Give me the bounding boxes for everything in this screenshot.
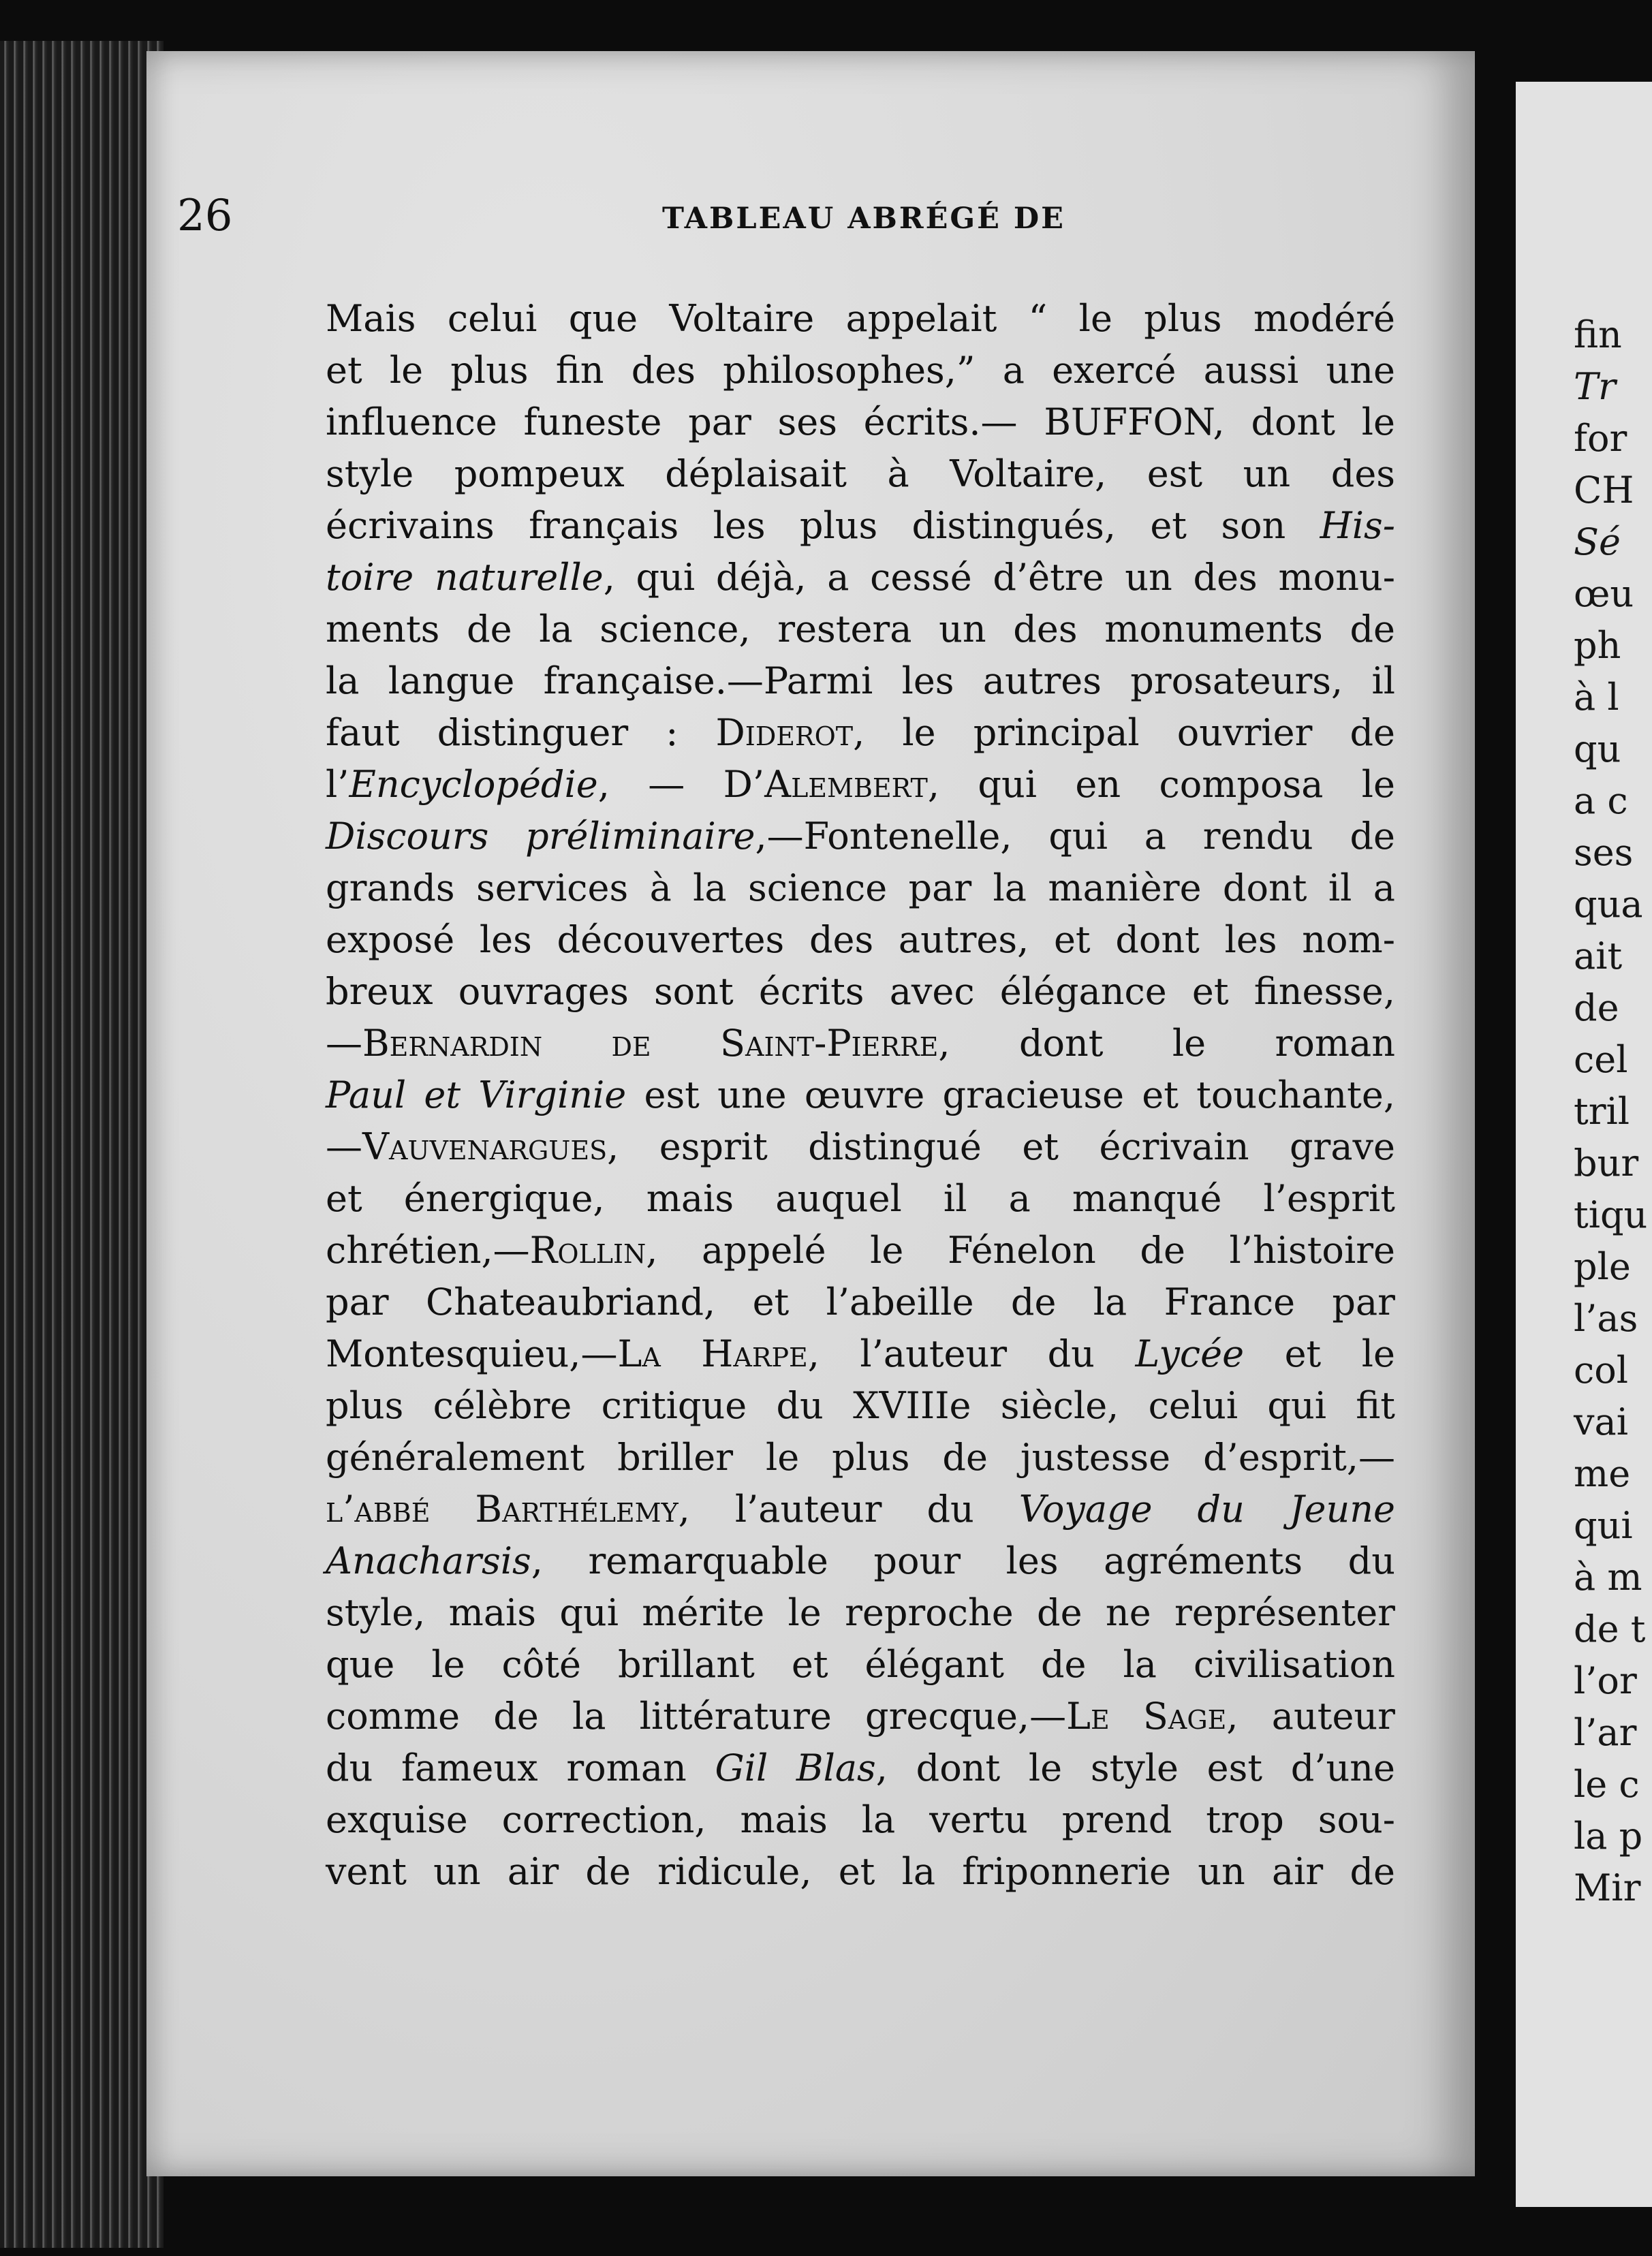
text-segment: comme de la littérature grecque,— bbox=[326, 1695, 1067, 1738]
text-line bbox=[326, 1276, 1395, 1328]
text-segment: , appelé le Fénelon de l’histoire bbox=[646, 1229, 1395, 1272]
text-segment: — bbox=[326, 1022, 362, 1065]
text-line bbox=[326, 1846, 1395, 1898]
text-segment: toire naturelle bbox=[326, 556, 604, 599]
text-line bbox=[326, 396, 1395, 448]
text-segment: Le Sage bbox=[1066, 1695, 1227, 1738]
text-segment: écrivains français les plus distingués, et son bbox=[326, 504, 1320, 547]
facing-page-fragment: qu bbox=[1574, 727, 1621, 770]
text-segment: par Chateaubriand, et l’abeille de la France par bbox=[326, 1281, 1395, 1323]
text-segment: vent un air de ridicule, et la friponnerie un air de bbox=[326, 1850, 1395, 1893]
text-line bbox=[326, 552, 1395, 604]
text-segment: grands services à la science par la manière dont il a bbox=[326, 866, 1395, 909]
facing-page-fragment: l’ar bbox=[1574, 1711, 1637, 1754]
text-line bbox=[326, 1639, 1395, 1691]
text-segment: influence funeste par ses écrits.— BUFFON, dont le bbox=[326, 401, 1395, 443]
text-segment: est une œuvre gracieuse et touchante, bbox=[626, 1074, 1395, 1116]
text-segment: que le côté brillant et élégant de la civilisation bbox=[326, 1643, 1395, 1686]
text-segment: , dont le style est d’une bbox=[875, 1746, 1395, 1789]
facing-page-fragment: ple bbox=[1574, 1245, 1631, 1288]
text-line bbox=[326, 604, 1395, 655]
text-line bbox=[326, 655, 1395, 707]
text-line bbox=[326, 1018, 1395, 1069]
facing-page-fragment: a c bbox=[1574, 779, 1628, 822]
facing-page-fragment: col bbox=[1574, 1349, 1629, 1392]
book-binding bbox=[0, 41, 163, 2248]
text-segment: ,—Fontenelle, qui a rendu de bbox=[755, 815, 1395, 858]
facing-page-fragment: CH bbox=[1574, 469, 1634, 512]
text-segment: Rollin bbox=[529, 1229, 646, 1272]
text-segment: style, mais qui mérite le reproche de ne représenter bbox=[326, 1591, 1395, 1634]
text-line bbox=[326, 345, 1395, 396]
text-segment: et énergique, mais auquel il a manqué l’esprit bbox=[326, 1177, 1395, 1220]
facing-page-fragment: tiqu bbox=[1574, 1193, 1648, 1236]
facing-page-fragment: fin bbox=[1574, 313, 1622, 356]
text-segment: , l’auteur du bbox=[807, 1332, 1136, 1375]
facing-page-fragment: Mir bbox=[1574, 1866, 1641, 1909]
facing-page-fragment: bur bbox=[1574, 1142, 1639, 1185]
text-segment: et le plus fin des philosophes,” a exercé aussi une bbox=[326, 349, 1395, 392]
text-segment: plus célèbre critique du XVIIIe siècle, celui qui fit bbox=[326, 1384, 1395, 1427]
text-line bbox=[326, 1173, 1395, 1225]
facing-page-edge bbox=[1516, 82, 1652, 2207]
text-line bbox=[326, 1225, 1395, 1276]
page-number: 26 bbox=[177, 191, 233, 241]
text-segment: Mais celui que Voltaire appelait “ le plus modéré bbox=[326, 297, 1395, 340]
text-line bbox=[326, 1069, 1395, 1121]
text-segment: , esprit distingué et écrivain grave bbox=[607, 1125, 1395, 1168]
facing-page-fragment: l’as bbox=[1574, 1297, 1638, 1340]
text-line bbox=[326, 1691, 1395, 1742]
facing-page-fragment: œu bbox=[1574, 572, 1634, 615]
facing-page-fragment: cel bbox=[1574, 1038, 1628, 1081]
text-segment: Discours préliminaire bbox=[326, 815, 755, 858]
text-segment: breux ouvrages sont écrits avec élégance et finesse, bbox=[326, 970, 1395, 1013]
text-line bbox=[326, 966, 1395, 1018]
text-segment: Lycée bbox=[1135, 1332, 1245, 1375]
facing-page-fragment: tril bbox=[1574, 1090, 1630, 1133]
text-segment: Gil Blas bbox=[715, 1746, 876, 1789]
text-line bbox=[326, 1380, 1395, 1432]
text-segment: , l’auteur du bbox=[678, 1488, 1019, 1531]
facing-page-fragment: Sé bbox=[1574, 520, 1621, 563]
facing-page-fragment: le c bbox=[1574, 1763, 1640, 1806]
text-line bbox=[326, 1328, 1395, 1380]
text-segment: généralement briller le plus de justesse d’esprit,— bbox=[326, 1436, 1395, 1479]
text-segment: Anacharsis bbox=[326, 1539, 531, 1582]
text-segment: exquise correction, mais la vertu prend trop sou- bbox=[326, 1798, 1395, 1841]
body-text bbox=[326, 293, 1395, 1898]
text-segment: l’ bbox=[326, 763, 349, 806]
facing-page-fragment: à m bbox=[1574, 1556, 1642, 1599]
facing-page-fragment: de t bbox=[1574, 1608, 1646, 1650]
text-segment: , remarquable pour les agréments du bbox=[531, 1539, 1395, 1582]
text-segment: , qui en composa le bbox=[927, 763, 1395, 806]
text-segment: D’Alembert bbox=[723, 763, 928, 806]
text-segment: chrétien,— bbox=[326, 1229, 530, 1272]
text-segment: l’abbé Barthélemy bbox=[326, 1488, 679, 1531]
page-header bbox=[0, 191, 1616, 245]
facing-page-fragment: à l bbox=[1574, 676, 1619, 719]
text-segment: Vauvenargues bbox=[362, 1125, 608, 1168]
text-segment: His- bbox=[1320, 504, 1395, 547]
text-line bbox=[326, 1121, 1395, 1173]
facing-page-fragment: qui bbox=[1574, 1504, 1633, 1547]
text-segment: et le bbox=[1244, 1332, 1395, 1375]
text-segment: Paul et Virginie bbox=[326, 1074, 627, 1116]
facing-page-fragment: ph bbox=[1574, 624, 1621, 667]
facing-page-fragment: for bbox=[1574, 417, 1627, 460]
text-segment: La Harpe bbox=[617, 1332, 808, 1375]
text-line bbox=[326, 862, 1395, 914]
text-line bbox=[326, 914, 1395, 966]
facing-page-fragment: me bbox=[1574, 1452, 1631, 1495]
text-line bbox=[326, 759, 1395, 811]
facing-page-fragment: la p bbox=[1574, 1815, 1643, 1858]
text-line bbox=[326, 707, 1395, 759]
text-segment: faut distinguer : bbox=[326, 711, 716, 754]
text-line bbox=[326, 448, 1395, 500]
text-segment: , qui déjà, a cessé d’être un des monu- bbox=[603, 556, 1395, 599]
text-segment: Voyage du Jeune bbox=[1018, 1488, 1395, 1531]
text-segment: , dont le roman bbox=[938, 1022, 1396, 1065]
text-segment: Montesquieu,— bbox=[326, 1332, 618, 1375]
text-segment: , auteur bbox=[1226, 1695, 1395, 1738]
text-line bbox=[326, 1535, 1395, 1587]
text-segment: Diderot bbox=[715, 711, 854, 754]
running-head: TABLEAU ABRÉGÉ DE bbox=[662, 202, 1065, 236]
text-line bbox=[326, 293, 1395, 345]
facing-page-fragment: ses bbox=[1574, 831, 1634, 874]
text-segment: la langue française.—Parmi les autres prosateurs, il bbox=[326, 659, 1395, 702]
facing-page-fragment: ait bbox=[1574, 935, 1623, 977]
text-segment: , — bbox=[597, 763, 723, 806]
text-line bbox=[326, 1432, 1395, 1484]
text-segment: style pompeux déplaisait à Voltaire, est un des bbox=[326, 452, 1395, 495]
text-segment: Encyclopédie bbox=[349, 763, 598, 806]
text-line bbox=[326, 500, 1395, 552]
text-segment: , le principal ouvrier de bbox=[853, 711, 1396, 754]
text-line bbox=[326, 1794, 1395, 1846]
text-line bbox=[326, 1742, 1395, 1794]
facing-page-fragment: qua bbox=[1574, 883, 1643, 926]
facing-page-fragment: vai bbox=[1574, 1400, 1628, 1443]
text-segment: du fameux roman bbox=[326, 1746, 715, 1789]
text-segment: exposé les découvertes des autres, et dont les nom- bbox=[326, 918, 1395, 961]
text-line bbox=[326, 1587, 1395, 1639]
text-line bbox=[326, 1484, 1395, 1535]
facing-page-fragment: l’or bbox=[1574, 1659, 1637, 1702]
facing-page-fragment: de bbox=[1574, 986, 1619, 1029]
facing-page-fragment: Tr bbox=[1574, 365, 1616, 408]
text-line bbox=[326, 811, 1395, 862]
text-segment: — bbox=[326, 1125, 362, 1168]
text-segment: ments de la science, restera un des monuments de bbox=[326, 608, 1395, 651]
text-segment: Bernardin de Saint-Pierre bbox=[362, 1022, 939, 1065]
